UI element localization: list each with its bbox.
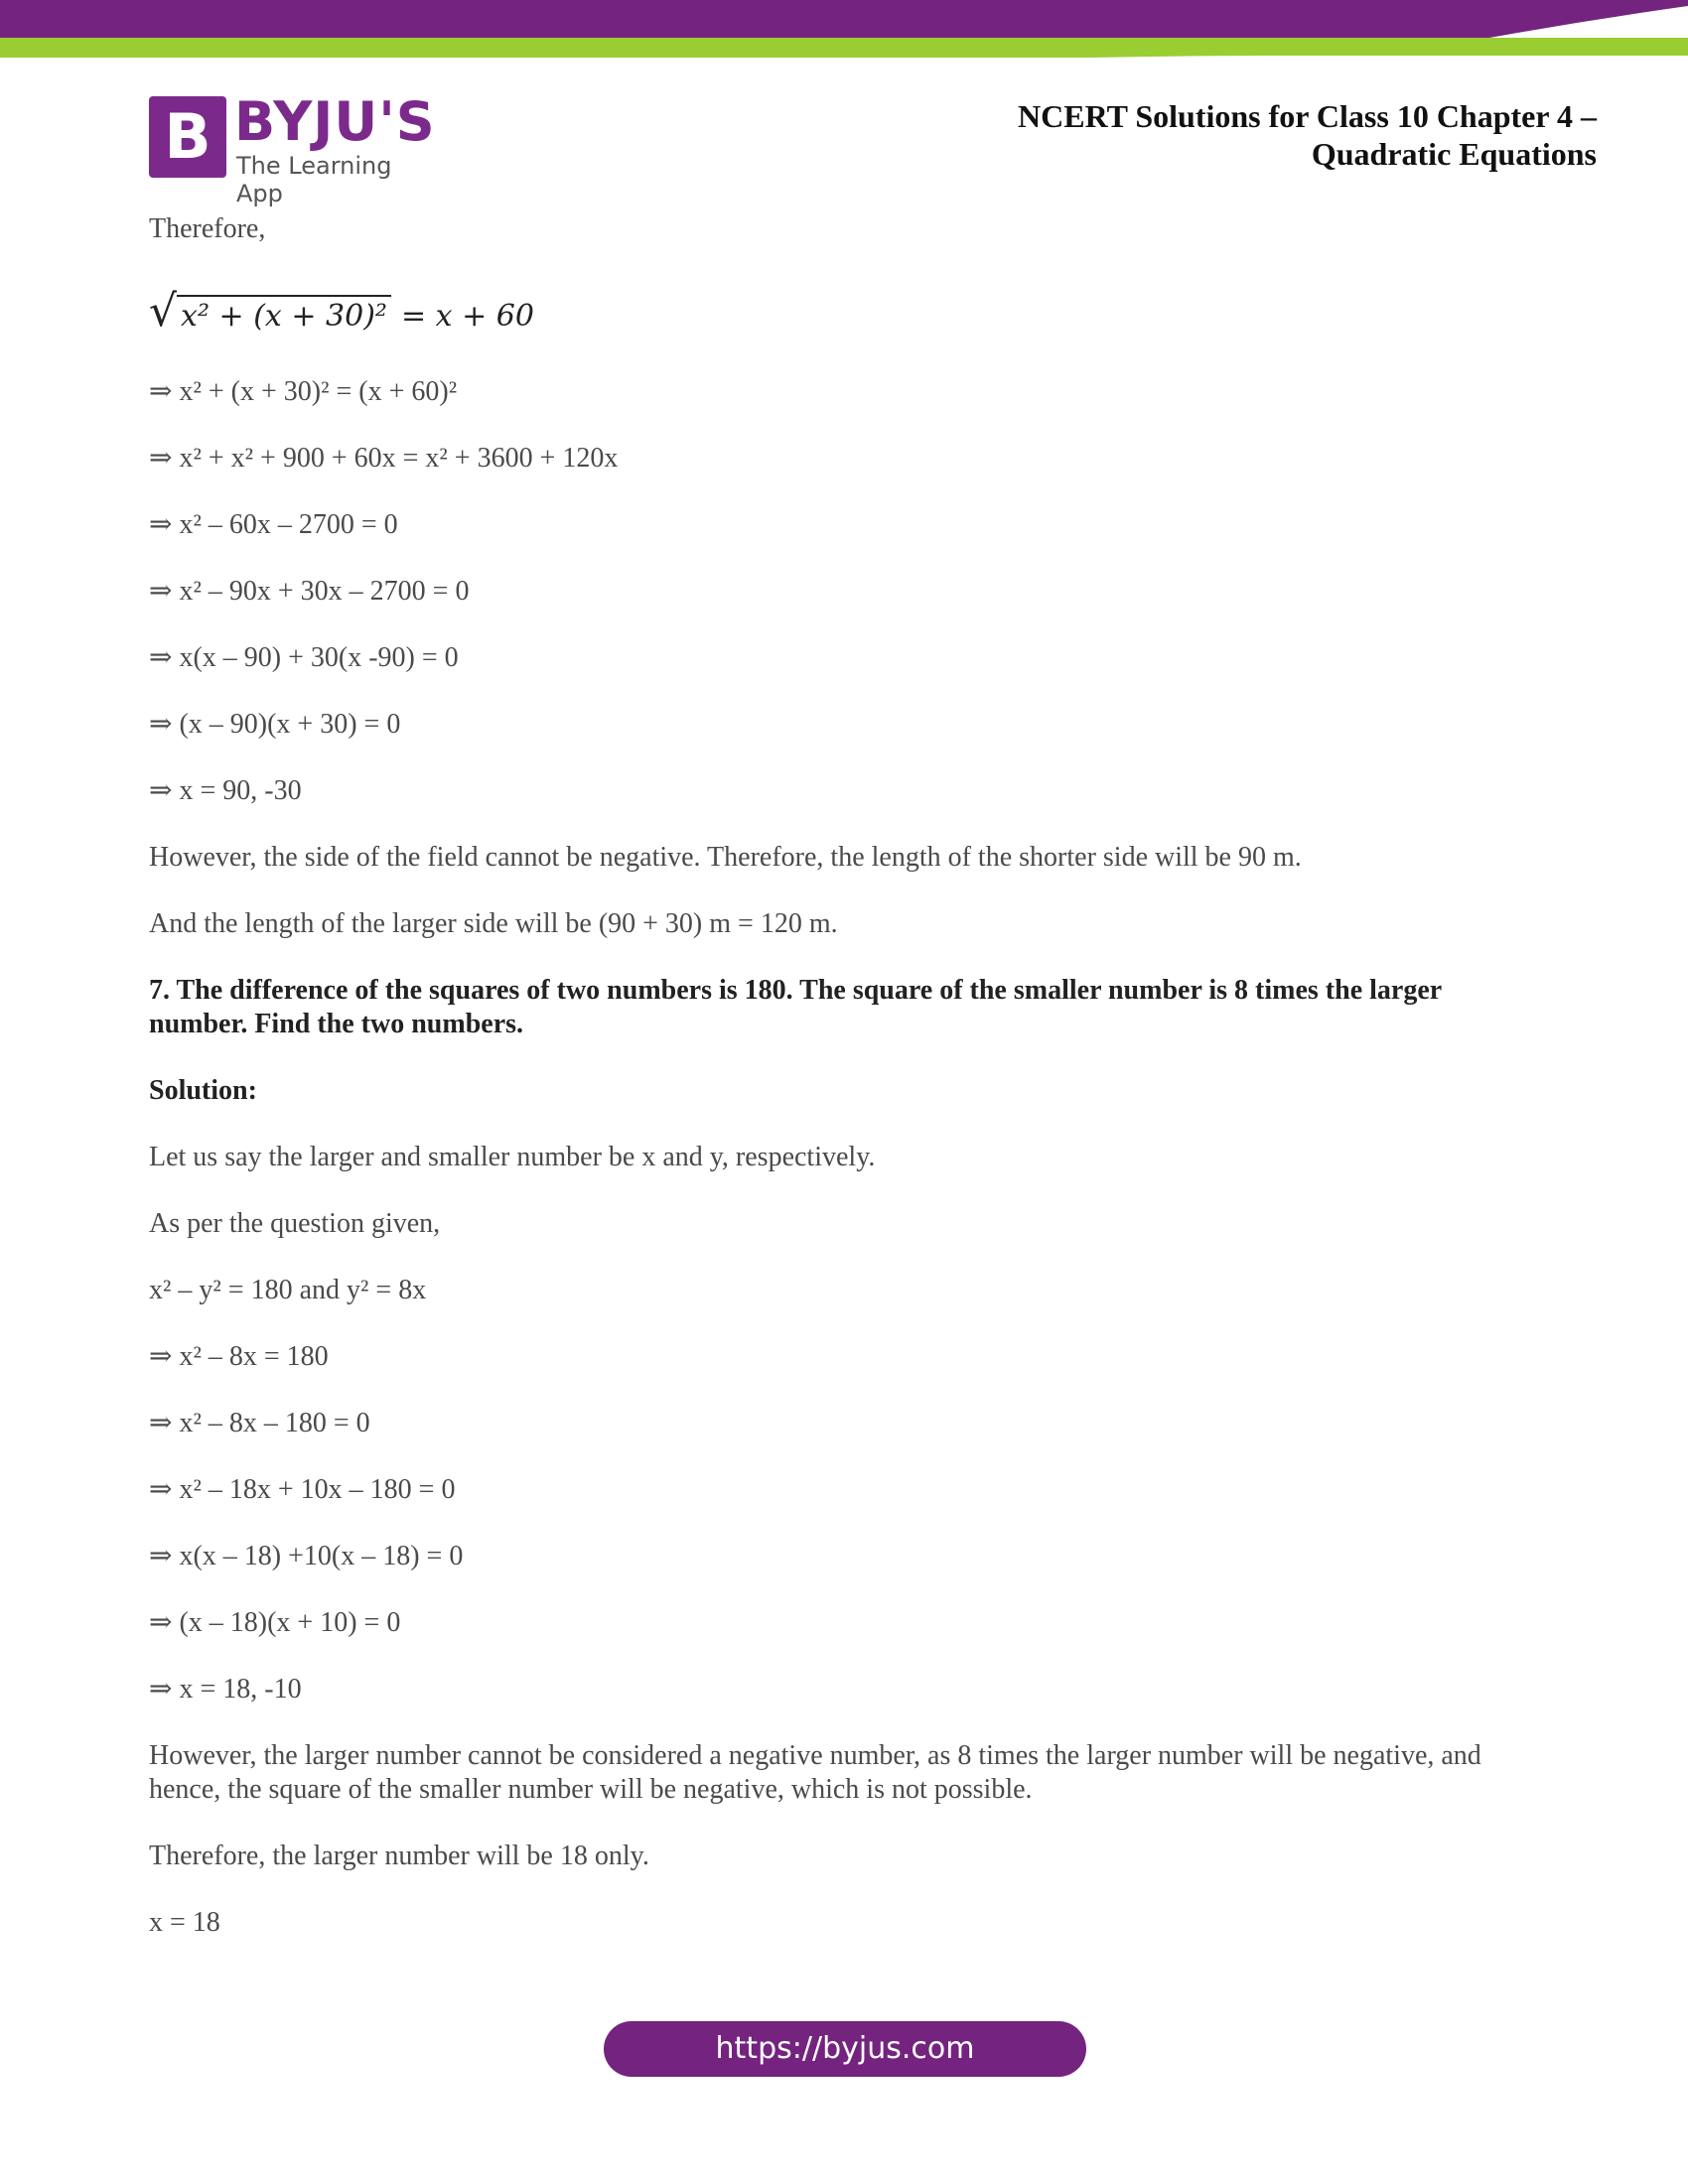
brand-tagline: The Learning App [236,152,392,207]
step-line: ⇒ x² – 8x = 180 [149,1341,329,1372]
brand-name: BYJU'S [234,90,436,153]
q6-conclusion-2: And the length of the larger side will be (90 + 30) m = 120 m. [149,908,838,939]
brand-logo [149,90,437,207]
title-line-1: NCERT Solutions for Class 10 Chapter 4 – [1018,98,1597,134]
document-title [902,97,1597,173]
title-line-2: Quadratic Equations [1311,136,1597,172]
q7-conclusion-1: However, the larger number cannot be considered a negative number, as 8 times the larger number will be negative, and hence, the square of the smaller number will be negative, which is not possible. [149,1740,1481,1805]
step-line: ⇒ x² + x² + 900 + 60x = x² + 3600 + 120x [149,443,619,474]
logo-letter: B [164,100,211,173]
root-equation [149,286,1539,337]
step-line: ⇒ x = 18, -10 [149,1674,302,1705]
step-line: ⇒ x = 90, -30 [149,775,302,806]
q6-conclusion-1: However, the side of the field cannot be negative. Therefore, the length of the shorter side will be 90 m. [149,842,1302,873]
equation-radicand: x² + (x + 30)² [177,295,391,334]
step-line: ⇒ x(x – 90) + 30(x -90) = 0 [149,642,459,673]
equation-rhs: = x + 60 [400,299,534,334]
solution-label: Solution: [149,1075,257,1106]
step-line: ⇒ x² – 8x – 180 = 0 [149,1408,370,1438]
step-line: ⇒ x² – 60x – 2700 = 0 [149,509,398,540]
step-line: ⇒ (x – 90)(x + 30) = 0 [149,709,401,740]
q7-steps [149,1274,1539,1706]
step-line: ⇒ x² – 18x + 10x – 180 = 0 [149,1474,456,1505]
step-line: x² – y² = 180 and y² = 8x [149,1275,427,1305]
website-link[interactable]: https://byjus.com [604,2021,1086,2077]
therefore-text: Therefore, [149,213,266,244]
q7-intro: Let us say the larger and smaller number be x and y, respectively. [149,1142,876,1172]
step-line: ⇒ x² – 90x + 30x – 2700 = 0 [149,576,470,607]
q6-steps [149,375,1539,808]
step-line: ⇒ (x – 18)(x + 10) = 0 [149,1607,401,1638]
question-7: 7. The difference of the squares of two numbers is 180. The square of the smaller number is 8 times the larger number. Find the two numbers. [149,975,1442,1039]
q7-conclusion-2: Therefore, the larger number will be 18 only. [149,1841,649,1871]
step-line: ⇒ x(x – 18) +10(x – 18) = 0 [149,1541,464,1571]
q7-final-answer: x = 18 [149,1907,220,1938]
sqrt-symbol: √ [149,286,178,337]
header-band [0,0,1688,64]
logo-icon [149,96,226,178]
step-line: ⇒ x² + (x + 30)² = (x + 60)² [149,376,458,407]
document-body [149,208,1539,1940]
q7-given: As per the question given, [149,1208,441,1239]
